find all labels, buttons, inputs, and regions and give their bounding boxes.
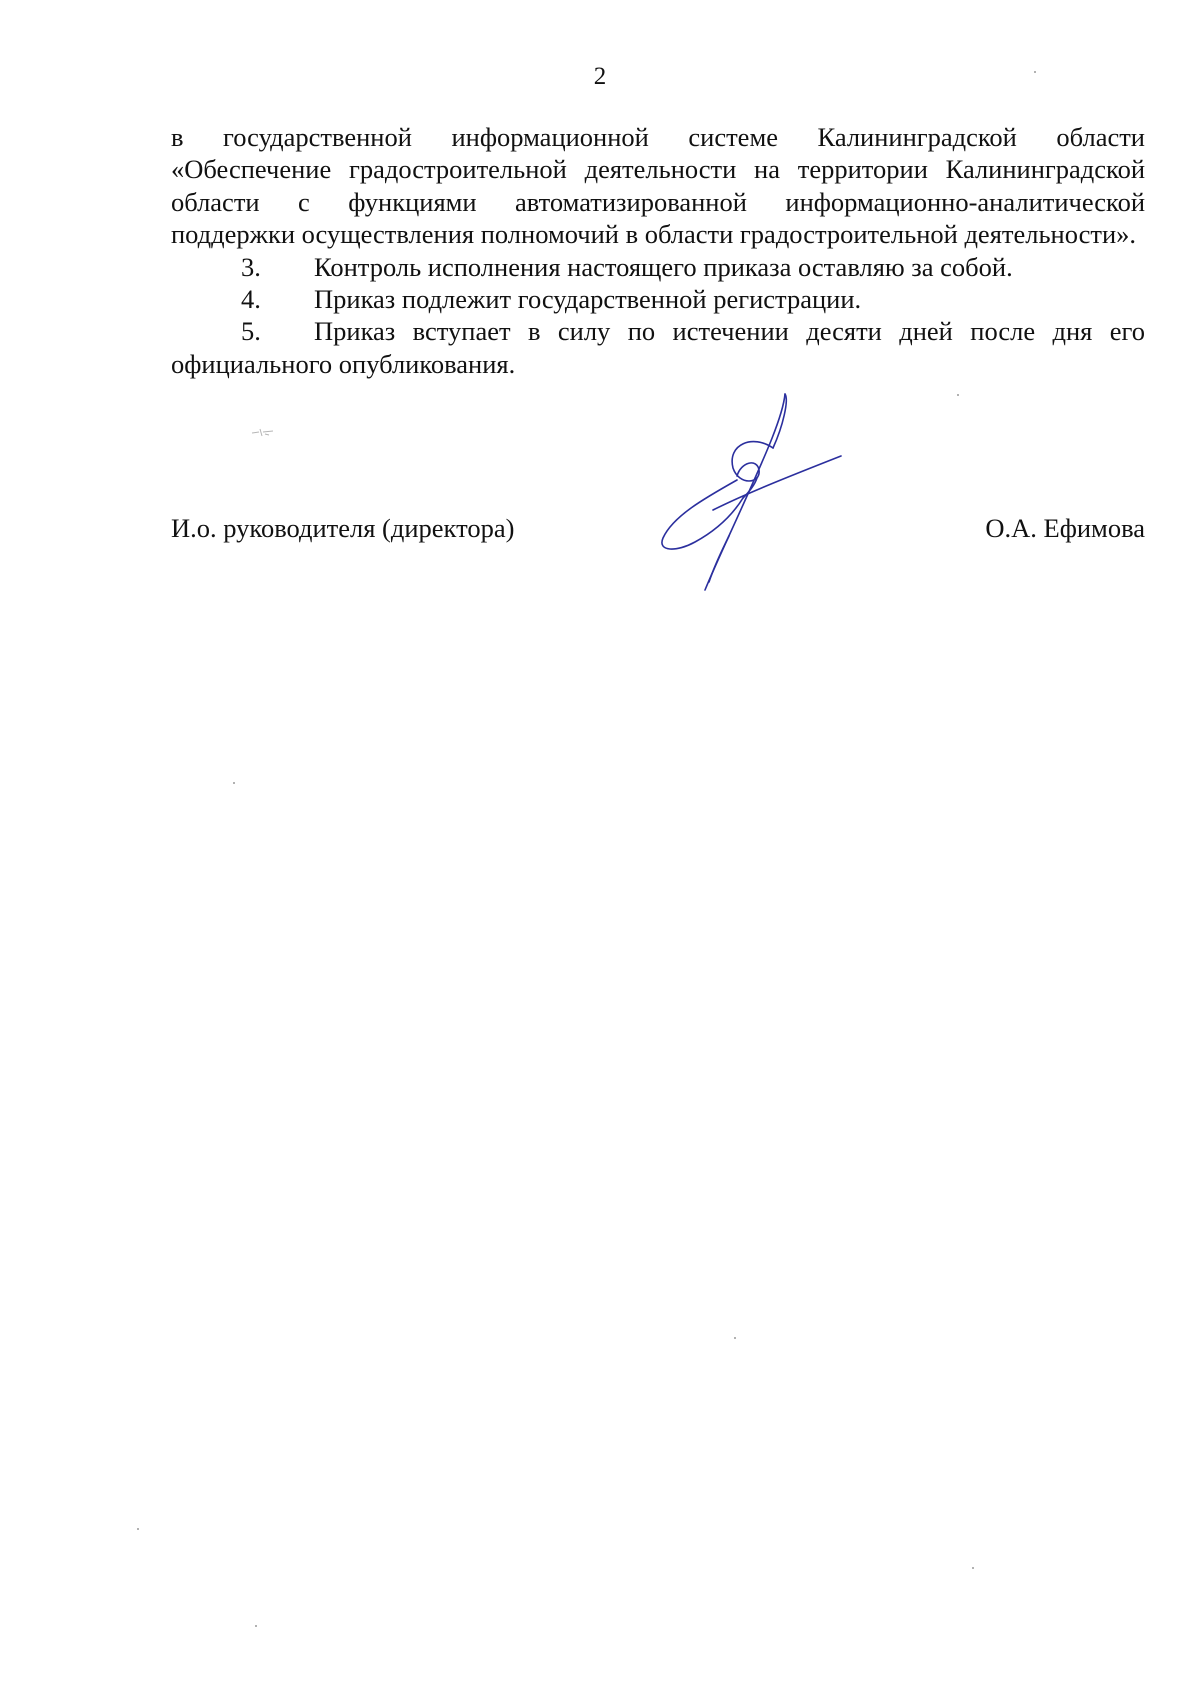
list-item-number: 5. [241,316,261,347]
document-body [171,121,1145,380]
page-number: 2 [593,63,607,90]
scan-speck [233,782,235,784]
scan-speck [1034,71,1036,73]
list-item [171,283,1145,315]
list-item-text: Контроль исполнения настоящего приказа оставляю за собой. [314,251,1013,282]
scan-speck [972,1567,974,1569]
list-item-number: 4. [241,284,261,315]
list-item-number: 3. [241,251,261,282]
intro-paragraph: в государственной информационной системе Калининградской области «Обеспечение градостроительной деятельности на территории Калининградской области с функциями автоматизированной информационно-аналитической поддержки осуществления полномочий в области градостроительной деятельности». [171,122,1145,250]
signer-name: О.А. Ефимова [985,513,1145,543]
scan-speck [734,1337,736,1339]
signer-position: И.о. руководителя (директора) [171,513,515,543]
scan-speck [137,1528,139,1530]
smudge-mark [251,426,275,438]
handwritten-signature [655,386,855,594]
scan-speck [957,394,959,396]
list-item-text: Приказ подлежит государственной регистрации. [314,284,862,315]
list-item [171,251,1145,283]
list-item [171,315,1145,380]
list-item-text: Приказ вступает в силу по истечении десяти дней после дня его официального опубликования. [171,316,1145,379]
scan-speck [255,1625,257,1627]
